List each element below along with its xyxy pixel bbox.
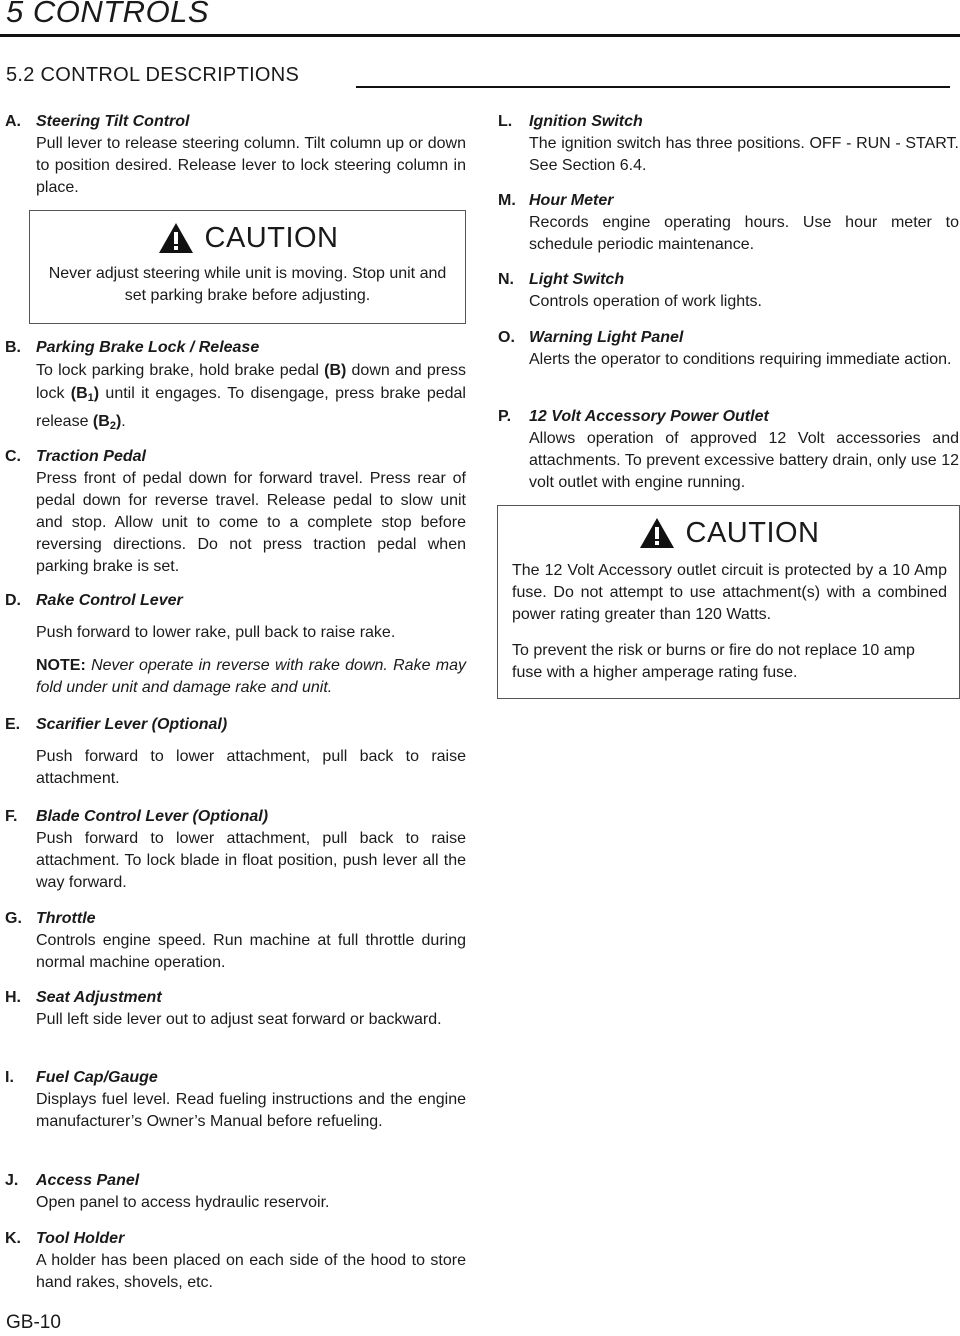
item-letter: L.	[498, 113, 513, 130]
item-body: Push forward to lower attachment, pull back to raise attachment.	[36, 748, 466, 787]
item-body: Displays fuel level. Read fueling instructions and the engine manufacturer’s Owner’s Manual before refueling.	[36, 1091, 466, 1130]
note-text: Never operate in reverse with rake down. Rake may fold under unit and damage rake and unit.	[36, 657, 466, 696]
item-body: Records engine operating hours. Use hour meter to schedule periodic maintenance.	[529, 214, 959, 253]
item-body: Controls operation of work lights.	[529, 293, 762, 310]
item-letter: K.	[5, 1230, 21, 1247]
caution-heading	[30, 221, 465, 255]
item-l	[498, 111, 959, 177]
item-body: Alerts the operator to conditions requiring immediate action.	[529, 351, 952, 368]
item-m	[498, 190, 959, 256]
item-p	[498, 406, 959, 494]
note	[36, 655, 466, 699]
page-number: GB-10	[6, 1312, 61, 1333]
item-letter: H.	[5, 989, 21, 1006]
item-title: Hour Meter	[529, 192, 614, 209]
item-title: Throttle	[36, 910, 96, 927]
item-title: 12 Volt Accessory Power Outlet	[529, 408, 769, 425]
item-letter: E.	[5, 716, 21, 733]
caution-text: Never adjust steering while unit is moving. Stop unit and set parking brake before adjusting.	[48, 265, 447, 304]
item-title: Seat Adjustment	[36, 989, 162, 1006]
item-letter: I.	[5, 1069, 14, 1086]
item-a	[5, 111, 466, 199]
item-body: Push forward to lower attachment, pull back to raise attachment. To lock blade in float position, push lever all the way forward.	[36, 830, 466, 891]
warning-triangle-icon	[638, 516, 676, 550]
item-title: Blade Control Lever (Optional)	[36, 808, 269, 825]
caution-para-2: To prevent the risk or burns or fire do not replace 10 amp fuse with a higher amperage rating fuse.	[512, 642, 915, 681]
item-title: Rake Control Lever	[36, 592, 183, 609]
item-title: Light Switch	[529, 271, 625, 288]
item-n	[498, 269, 959, 313]
item-g	[5, 908, 466, 974]
caution-label: CAUTION	[685, 516, 820, 549]
item-letter: M.	[498, 192, 516, 209]
item-title: Parking Brake Lock / Release	[36, 339, 260, 356]
item-letter: C.	[5, 448, 21, 465]
item-letter: D.	[5, 592, 21, 609]
item-e	[5, 714, 466, 790]
item-body: Pull lever to release steering column. Tilt column up or down to position desired. Release lever to lock steering column in place.	[36, 135, 466, 196]
page-title: 5 CONTROLS	[6, 0, 210, 29]
item-letter: A.	[5, 113, 21, 130]
item-title: Ignition Switch	[529, 113, 643, 130]
item-k	[5, 1228, 466, 1294]
item-b	[5, 337, 466, 438]
item-i	[5, 1067, 466, 1133]
item-body: The ignition switch has three positions. OFF - RUN - START. See Section 6.4.	[529, 135, 959, 174]
item-letter: O.	[498, 329, 515, 346]
item-title: Steering Tilt Control	[36, 113, 190, 130]
item-j	[5, 1170, 466, 1214]
item-body: Open panel to access hydraulic reservoir.	[36, 1194, 330, 1211]
item-body: Controls engine speed. Run machine at full throttle during normal machine operation.	[36, 932, 466, 971]
item-letter: B.	[5, 339, 21, 356]
item-o	[498, 327, 959, 371]
item-title: Fuel Cap/Gauge	[36, 1069, 158, 1086]
item-body: Allows operation of approved 12 Volt accessories and attachments. To prevent excessive battery drain, only use 12 volt outlet with engine running.	[529, 430, 959, 491]
item-title: Tool Holder	[36, 1230, 125, 1247]
note-label: NOTE:	[36, 657, 86, 674]
warning-triangle-icon	[157, 221, 195, 255]
item-body: Press front of pedal down for forward travel. Press rear of pedal down for reverse travel. Release pedal to slow unit and stop. Allow unit to come to a complete stop before reversing directions. Do not press traction pedal when parking brake is set.	[36, 470, 466, 575]
item-letter: P.	[498, 408, 512, 425]
item-body: Pull left side lever out to adjust seat forward or backward.	[36, 1011, 442, 1028]
item-body: To lock parking brake, hold brake pedal (B) down and press lock $(B_1)$ until it engages. To disengage, press brake pedal release $(B_2)$.	[36, 362, 466, 432]
caution-box-right	[497, 505, 960, 699]
caution-box-left	[29, 210, 466, 324]
item-f	[5, 806, 466, 894]
item-letter: J.	[5, 1172, 19, 1189]
item-body: A holder has been placed on each side of the hood to store hand rakes, shovels, etc.	[36, 1252, 466, 1291]
section-rule	[356, 86, 950, 88]
item-d	[5, 590, 466, 699]
item-title: Traction Pedal	[36, 448, 146, 465]
item-h	[5, 987, 466, 1031]
item-c	[5, 446, 466, 578]
caution-label: CAUTION	[204, 221, 339, 254]
caution-heading	[498, 516, 959, 550]
item-title: Scarifier Lever (Optional)	[36, 716, 228, 733]
section-title: 5.2 CONTROL DESCRIPTIONS	[6, 64, 300, 86]
item-body: Push forward to lower rake, pull back to raise rake.	[36, 624, 396, 641]
caution-para-1: The 12 Volt Accessory outlet circuit is protected by a 10 Amp fuse. Do not attempt to use attachment(s) with a combined power rating greater than 120 Watts.	[512, 562, 947, 623]
item-letter: F.	[5, 808, 18, 825]
item-letter: N.	[498, 271, 514, 288]
item-title: Warning Light Panel	[529, 329, 684, 346]
item-title: Access Panel	[36, 1172, 140, 1189]
header-rule	[0, 34, 960, 37]
item-letter: G.	[5, 910, 22, 927]
